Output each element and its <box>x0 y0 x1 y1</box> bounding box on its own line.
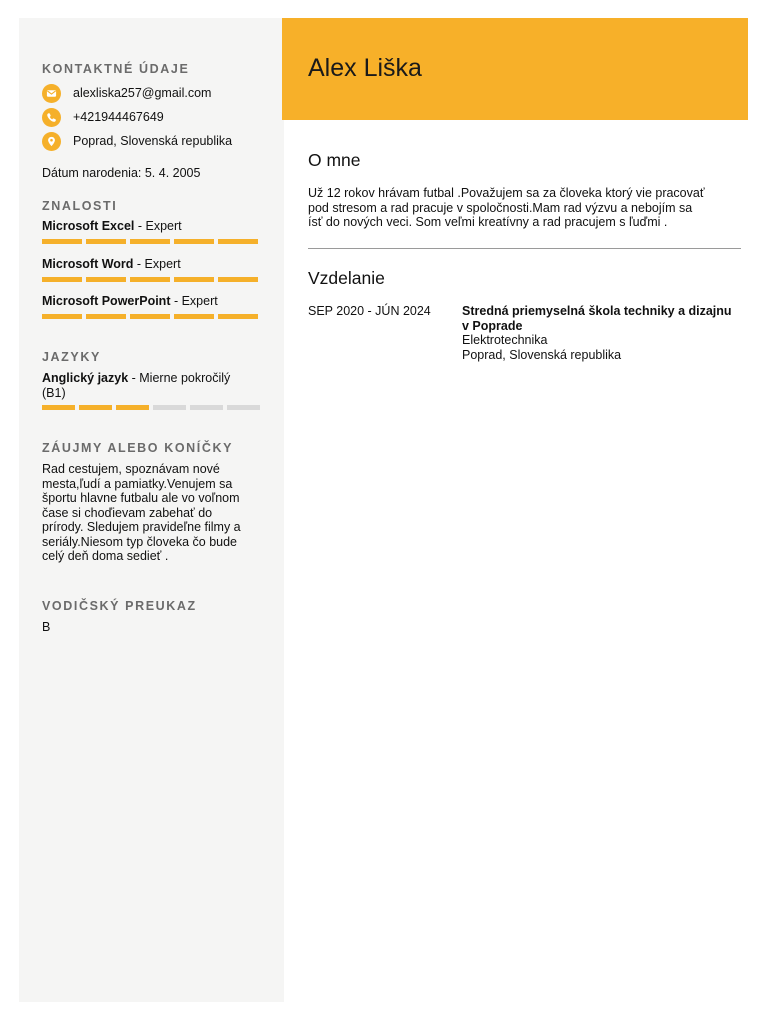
rating-segment <box>227 405 260 410</box>
rating-segment <box>218 314 258 319</box>
rating-segment <box>116 405 149 410</box>
rating-segment <box>130 277 170 282</box>
rating-segment <box>86 314 126 319</box>
about-text: Už 12 rokov hrávam futbal .Považujem sa za človeka ktorý vie pracovať pod stresom a rad pracuje v spoločnosti.Mam rad výzvu a nebojím sa ísť do nových veci. Som veľmi kreatívny a rad pracujem s ľuďmi . <box>308 186 705 229</box>
phone-icon <box>42 108 61 127</box>
about-title: O mne <box>308 150 361 170</box>
rating-segment <box>218 239 258 244</box>
location-pin-icon <box>42 132 61 151</box>
languages-section-title: JAZYKY <box>42 350 101 364</box>
rating-segment <box>86 239 126 244</box>
rating-segment <box>153 405 186 410</box>
rating-segment <box>42 405 75 410</box>
phone-text: +421944467649 <box>73 110 164 124</box>
envelope-icon <box>42 84 61 103</box>
hobbies-section-title: ZÁUJMY ALEBO KONÍČKY <box>42 441 234 455</box>
person-name: Alex Liška <box>308 54 422 82</box>
skill-rating-bar <box>42 277 258 282</box>
header-banner <box>282 18 748 120</box>
rating-segment <box>42 239 82 244</box>
rating-segment <box>130 239 170 244</box>
education-date: SEP 2020 - JÚN 2024 <box>308 304 431 318</box>
license-section-title: VODIČSKÝ PREUKAZ <box>42 599 197 613</box>
email-text: alexliska257@gmail.com <box>73 86 212 100</box>
skill-rating-bar <box>42 239 258 244</box>
education-field: Elektrotechnika <box>462 333 548 347</box>
address-text: Poprad, Slovenská republika <box>73 134 233 148</box>
rating-segment <box>174 239 214 244</box>
section-divider <box>308 248 741 249</box>
birth-date: Dátum narodenia: 5. 4. 2005 <box>42 166 201 180</box>
rating-segment <box>79 405 112 410</box>
school-name: Stredná priemyselná škola techniky a dizajnu v Poprade <box>462 304 732 333</box>
rating-segment <box>42 314 82 319</box>
rating-segment <box>174 314 214 319</box>
education-location: Poprad, Slovenská republika <box>462 347 622 362</box>
rating-segment <box>42 277 82 282</box>
contact-phone <box>42 107 164 127</box>
education-title: Vzdelanie <box>308 268 385 288</box>
contact-email <box>42 83 211 103</box>
language-name: Anglický jazyk - Mierne pokročilý (B1) <box>42 371 231 400</box>
rating-segment <box>86 277 126 282</box>
rating-segment <box>218 277 258 282</box>
rating-segment <box>190 405 223 410</box>
skill-name: Microsoft Word - Expert <box>42 257 181 271</box>
skills-section-title: ZNALOSTI <box>42 199 118 213</box>
language-rating-bar <box>42 405 260 410</box>
rating-segment <box>130 314 170 319</box>
skill-name: Microsoft Excel - Expert <box>42 219 182 233</box>
hobbies-text: Rad cestujem, spoznávam nové mesta,ľudí a pamiatky.Venujem sa športu hlavne futbalu ale vo voľnom čase si choďievam zabehať do prírody. Sledujem pravideľne filmy a seriály.Niesom typ človeka čo bude celý deň doma sedieť . <box>42 462 241 563</box>
skill-name: Microsoft PowerPoint - Expert <box>42 294 218 308</box>
skill-rating-bar <box>42 314 258 319</box>
sidebar <box>19 18 284 1002</box>
contact-address <box>42 131 232 151</box>
education-entry <box>462 304 732 362</box>
license-value: B <box>42 620 51 634</box>
rating-segment <box>174 277 214 282</box>
contact-section-title: KONTAKTNÉ ÚDAJE <box>42 62 190 76</box>
